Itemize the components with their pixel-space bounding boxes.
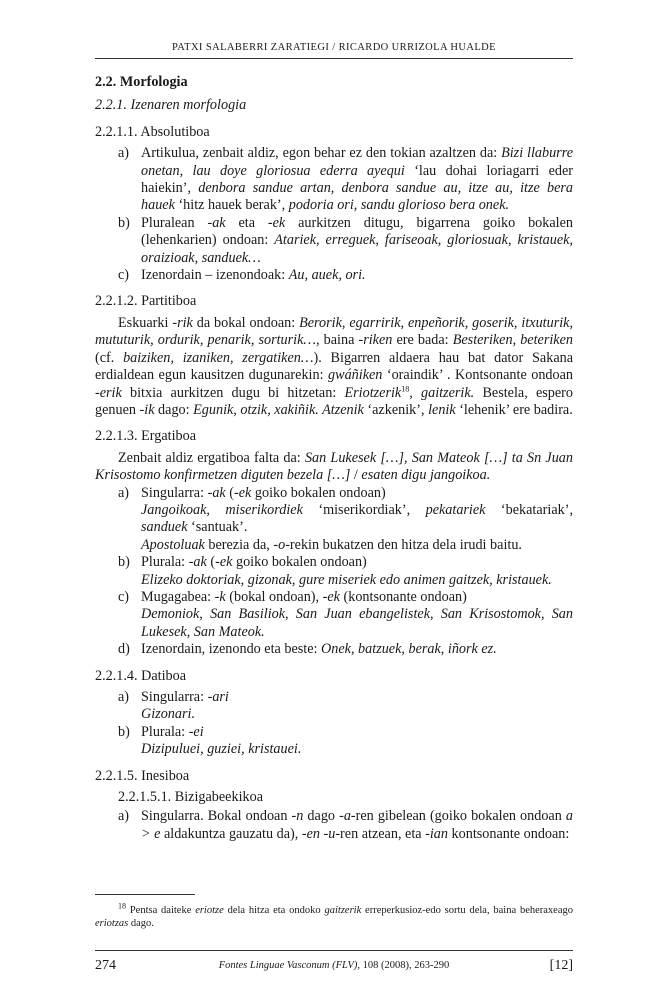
header-rule: [95, 58, 573, 59]
inesiboa-list: [95, 808, 573, 843]
section-heading-ergatiboa: 2.2.1.3. Ergatiboa: [95, 428, 197, 445]
section-heading-inesiboa: 2.2.1.5. Inesiboa: [95, 767, 190, 784]
list-item: b) Plurala: -ei Dizipuluei, guziei, kristauei.: [118, 723, 302, 758]
running-head: PATXI SALABERRI ZARATIEGI / RICARDO URRIZOLA HUALDE: [172, 42, 496, 53]
footnote: $^{18}$ Pentsa daiteke eriotze dela hitza eta ondoko gaitzerik erreperkusioz-edo sortu dela, baina beheraxeago eriotzas dago.: [95, 901, 574, 929]
ergatiboa-list: [95, 485, 573, 659]
list-item: d) Izenordain, izenondo eta beste: Onek, batzuek, berak, iñork ez.: [118, 641, 497, 658]
footnote-rule: [95, 894, 195, 895]
footer-rule: [95, 950, 573, 951]
footnote-number: 18: [118, 901, 126, 911]
partitiboa-paragraph: Eskuarki -rik da bokal ondoan: Berorik, egarririk, enpeñorik, goserik, itxuturik, mututurik, ordurik, penarik, sorturik…, baina -riken ere bada: Besteriken, beteriken (cf. baiziken, izaniken, zergatiken…). Bigarren aldaera hau bat dator Sakana erdialdean egun kausitzen dugunarekin: gwáñiken ‘oraindik’ . Kontsonante ondoan -erik bitxia aurkitzen dugu bi hitzetan: Eriotzerik$^{18}$, gaitzerik. Bestela, espero genuen -ik dago: Egunik, otzik, xakiñik. Atzenik ‘azkenik’, lenik ‘lehenik’ ere badira.: [95, 314, 574, 418]
page-number: 274: [95, 958, 116, 973]
list-item: a) Artikulua, zenbait aldiz, egon behar ez den tokian azaltzen da: Bizi llaburre onetan, lau doye gloriosua ederra ayequi ‘lau dohai loriagarri eder haiekin’, denbora sandue artan, denbora sandue au, itze au, itze bera hauek ‘hitz hauek berak’, podoria ori, sandu glorioso bera onek.: [118, 145, 573, 214]
section-heading-2-2: 2.2. Morfologia: [95, 74, 188, 90]
datiboa-list: [95, 689, 573, 759]
ergatiboa-intro: Zenbait aldiz ergatiboa falta da: San Lukesek […], San Mateok […] ta Sn Juan Krisostomo konfirmetzen diguten bezela […] / esaten digu jangoikoa.: [95, 449, 573, 484]
section-heading-datiboa: 2.2.1.4. Datiboa: [95, 667, 187, 684]
list-item: c) Mugagabea: -k (bokal ondoan), -ek (kontsonante ondoan) Demoniok, San Basiliok, San Juan ebangelistek, San Krisostomok, San Lukesek, San Mateok.: [118, 588, 573, 640]
section-heading-bizigabeekikoa: 2.2.1.5.1. Bizigabeekikoa: [118, 789, 263, 806]
list-item: b) Plurala: -ak (-ek goiko bokalen ondoan) Elizeko doktoriak, gizonak, gure miseriek edo animen gaitzek, kristauek.: [118, 554, 552, 588]
absolutiboa-list: [95, 145, 573, 284]
list-item: c) Izenordain – izenondoak: Au, auek, ori.: [118, 267, 366, 284]
list-item: a) Singularra: -ari Gizonari.: [118, 689, 229, 723]
body-text: [95, 74, 573, 843]
section-heading-partitiboa: 2.2.1.2. Partitiboa: [95, 293, 197, 310]
journal-citation: Fontes Linguae Vasconum (FLV), 108 (2008), 263-290: [218, 960, 450, 971]
list-item: a) Singularra: -ak (-ek goiko bokalen ondoan) Jangoikoak, miserikordiek ‘miserikordiak’, pekatariek ‘bekatariak’, sanduek ‘santuak’. Apostoluak berezia da, -o-rekin bukatzen den hitza dela irudi baitu.: [118, 484, 573, 553]
section-heading-absolutiboa: 2.2.1.1. Absolutiboa: [95, 123, 210, 140]
footnote-marker: 18: [401, 383, 410, 393]
list-item: b) Pluralean -ak eta -ek aurkitzen ditugu, bigarrena goiko bokalen (lehenkarien) ondoan: Atariek, erreguek, fariseoak, gloriosuak, kristauek, oraizioak, sanduek…: [118, 214, 574, 266]
page-reference: [12]: [549, 958, 573, 973]
list-item: a) Singularra. Bokal ondoan -n dago -a-ren gibelean (goiko bokalen ondoan a > e aldakuntza gauzatu da), -en -u-ren atzean, eta -ian kontsonante ondoan:: [118, 808, 573, 842]
section-heading-2-2-1: 2.2.1. Izenaren morfologia: [95, 97, 247, 114]
